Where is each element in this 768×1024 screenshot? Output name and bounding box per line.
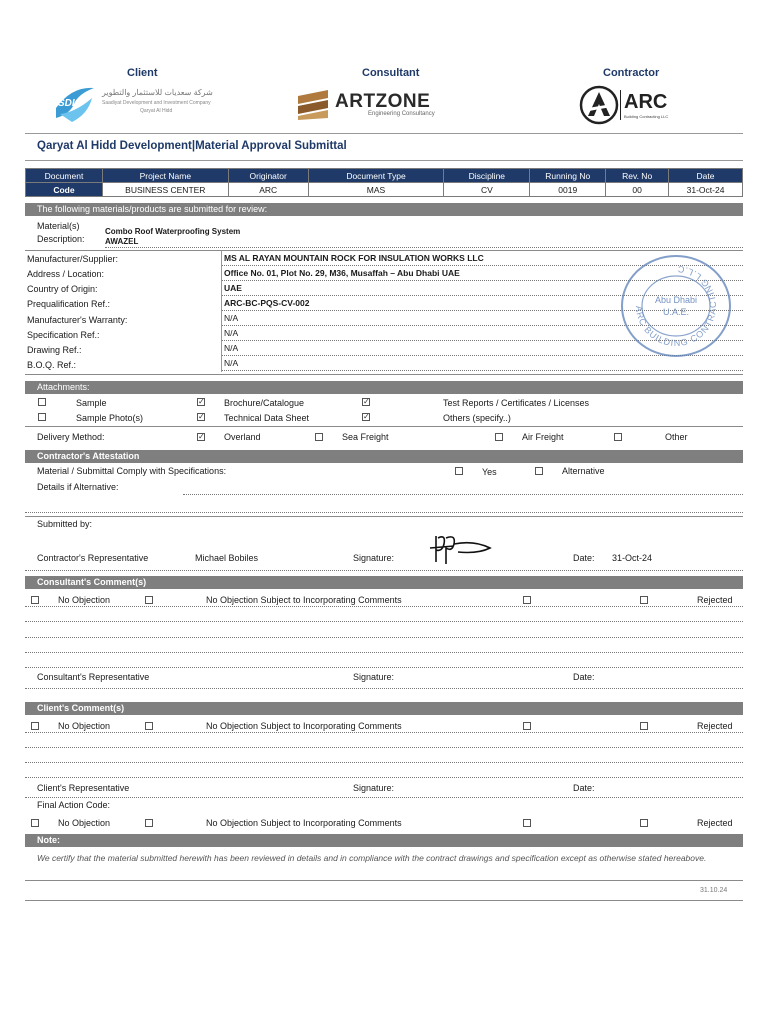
client-bar: Client's Comment(s): [25, 702, 743, 715]
signature-label: Signature:: [353, 553, 395, 563]
project-name-value: BUSINESS CENTER: [102, 183, 228, 197]
final-no-objection-subject-checkbox[interactable]: [145, 819, 153, 827]
boq-label: B.O.Q. Ref.:: [27, 360, 77, 370]
sdic-sub: Qaryat Al Hidd: [140, 108, 173, 114]
attachments-divider: [25, 426, 743, 427]
material-underline: [105, 247, 743, 248]
final-rejected-label: Rejected: [697, 818, 733, 828]
brochure-checkbox[interactable]: ✓: [198, 397, 205, 406]
sample-photo-label: Sample Photo(s): [76, 413, 144, 423]
specification-label: Specification Ref.:: [27, 330, 100, 340]
material-label-line2: Description:: [37, 234, 85, 244]
technical-data-checkbox[interactable]: ✓: [198, 412, 205, 421]
client-rejected-checkbox[interactable]: [640, 722, 648, 730]
client-no-objection-checkbox[interactable]: [31, 722, 39, 730]
overland-label: Overland: [224, 432, 261, 442]
final-no-objection-checkbox[interactable]: [31, 819, 39, 827]
client-date-label: Date:: [573, 783, 595, 793]
header-divider: [25, 133, 743, 134]
footer-divider: [25, 900, 743, 901]
country-label: Country of Origin:: [27, 284, 98, 294]
technical-data-label: Technical Data Sheet: [224, 413, 310, 423]
consultant-no-objection-checkbox[interactable]: [31, 596, 39, 604]
air-freight-label: Air Freight: [522, 432, 564, 442]
others-label: Others (specify..): [443, 413, 511, 423]
comment-line: [25, 747, 743, 748]
date-value: 31-Oct-24: [669, 183, 743, 197]
attachments-bar: Attachments:: [25, 381, 743, 394]
company-stamp: [620, 254, 732, 358]
material-label-line1: Material(s): [37, 221, 80, 231]
consultant-bottom-line: [25, 688, 743, 689]
arc-divider: [620, 90, 621, 120]
comment-line: [25, 652, 743, 653]
yes-label: Yes: [482, 467, 497, 477]
page-title: Qaryat Al Hidd Development|Material Approval Submittal: [37, 140, 347, 152]
header-cell: Document Type: [308, 169, 444, 183]
consultant-logo: [298, 88, 438, 122]
others-checkbox[interactable]: ✓: [363, 412, 370, 421]
comment-line: [25, 606, 743, 607]
stamp-outer-text: ARC BUILDING CONTRACTING L.L.C: [633, 263, 719, 349]
header-cell: Running No: [530, 169, 606, 183]
header-cell: Date: [669, 169, 743, 183]
address-value: Office No. 01, Plot No. 29, M36, Musaffah – Abu Dhabi UAE: [224, 268, 460, 278]
sdic-arabic-name: شركة سعديات للاستثمار والتطوير: [102, 88, 213, 97]
consultant-option-checkbox[interactable]: [523, 596, 531, 604]
header-cell: Project Name: [102, 169, 228, 183]
stamp-icon: [620, 254, 732, 358]
client-no-objection-subject-label: No Objection Subject to Incorporating Comments: [206, 721, 402, 731]
comment-line: [25, 732, 743, 733]
footer-code: 31.10.24: [700, 887, 728, 894]
other-checkbox[interactable]: [614, 433, 622, 441]
discipline-value: CV: [444, 183, 530, 197]
field-underline: [222, 370, 743, 371]
client-label: Client: [127, 67, 158, 79]
comment-line: [25, 777, 743, 778]
certification-note: We certify that the material submitted herewith has been reviewed in details and in compliance with the contract drawings and specification except as otherwise stated hereabove.: [37, 853, 707, 863]
delivery-label: Delivery Method:: [37, 432, 105, 442]
address-label: Address / Location:: [27, 269, 105, 279]
client-signature-label: Signature:: [353, 783, 395, 793]
client-no-objection-subject-checkbox[interactable]: [145, 722, 153, 730]
submitted-date-label: Date:: [573, 553, 595, 563]
code-label: Code: [26, 183, 103, 197]
yes-checkbox[interactable]: [455, 467, 463, 475]
header-cell: Rev. No: [606, 169, 669, 183]
submitted-date: 31-Oct-24: [612, 553, 653, 563]
consultant-label: Consultant: [362, 67, 420, 79]
review-bar: The following materials/products are submitted for review:: [25, 203, 743, 216]
prequalification-value: ARC-BC-PQS-CV-002: [224, 298, 310, 308]
stamp-city: Abu Dhabi: [654, 295, 698, 305]
client-logo: [52, 84, 222, 124]
document-code-table: [25, 168, 743, 197]
attestation-divider: [25, 516, 743, 517]
consultant-no-objection-subject-label: No Objection Subject to Incorporating Comments: [206, 595, 402, 605]
contractor-rep-name: Michael Bobiles: [195, 553, 259, 563]
brochure-label: Brochure/Catalogue: [224, 398, 305, 408]
comment-line: [25, 667, 743, 668]
arc-logo-icon: [578, 84, 620, 126]
test-reports-label: Test Reports / Certificates / Licenses: [443, 398, 590, 408]
manufacturer-label: Manufacturer/Supplier:: [27, 254, 119, 264]
contractor-label: Contractor: [603, 67, 660, 79]
rev-no-value: 00: [606, 183, 669, 197]
consultant-signature-label: Signature:: [353, 672, 395, 682]
alternative-label: Alternative: [562, 466, 605, 476]
warranty-label: Manufacturer's Warranty:: [27, 315, 128, 325]
final-no-objection-subject-label: No Objection Subject to Incorporating Comments: [206, 818, 402, 828]
artzone-sub: Engineering Consultancy: [368, 111, 435, 117]
prequalification-label: Prequalification Ref.:: [27, 299, 111, 309]
sample-checkbox[interactable]: [38, 398, 46, 406]
note-divider: [25, 880, 743, 881]
boq-value: N/A: [224, 358, 239, 368]
header-cell: Discipline: [444, 169, 530, 183]
manufacturer-value: MS AL RAYAN MOUNTAIN ROCK FOR INSULATION WORKS LLC: [224, 253, 484, 263]
consultant-date-label: Date:: [573, 672, 595, 682]
comment-line: [25, 637, 743, 638]
header-cell: Originator: [228, 169, 308, 183]
field-column-divider: [221, 251, 222, 372]
comply-label: Material / Submittal Comply with Specifications:: [37, 466, 227, 476]
consultant-rejected-label: Rejected: [697, 595, 733, 605]
contractor-logo: [578, 84, 688, 126]
signature-icon: [424, 530, 498, 566]
contractor-rep-label: Contractor's Representative: [37, 553, 149, 563]
originator-value: ARC: [228, 183, 308, 197]
note-bar: Note:: [25, 834, 743, 847]
consultant-no-objection-label: No Objection: [58, 595, 111, 605]
test-reports-checkbox[interactable]: ✓: [363, 397, 370, 406]
drawing-label: Drawing Ref.:: [27, 345, 82, 355]
sdic-mark: SDIC: [58, 98, 82, 109]
other-label: Other: [665, 432, 688, 442]
client-option-checkbox[interactable]: [523, 722, 531, 730]
consultant-no-objection-subject-checkbox[interactable]: [145, 596, 153, 604]
details-line: [25, 512, 743, 513]
submitted-label: Submitted by:: [37, 519, 93, 529]
drawing-value: N/A: [224, 343, 239, 353]
arc-name: ARC: [624, 91, 668, 113]
stamp-country: U.A.E.: [662, 307, 689, 317]
client-rep-label: Client's Representative: [37, 783, 130, 793]
details-label: Details if Alternative:: [37, 482, 119, 492]
client-rejected-label: Rejected: [697, 721, 733, 731]
material-line1: Combo Roof Waterproofing System: [105, 227, 241, 236]
final-action-label: Final Action Code:: [37, 800, 111, 810]
warranty-value: N/A: [224, 313, 239, 323]
comment-line: [25, 621, 743, 622]
client-bottom-line: [25, 797, 743, 798]
submitted-line: [25, 570, 743, 571]
overland-checkbox[interactable]: ✓: [198, 432, 205, 441]
material-divider: [25, 250, 743, 251]
consultant-rejected-checkbox[interactable]: [640, 596, 648, 604]
final-no-objection-label: No Objection: [58, 818, 111, 828]
air-freight-checkbox[interactable]: [495, 433, 503, 441]
client-no-objection-label: No Objection: [58, 721, 111, 731]
title-divider: [25, 160, 743, 161]
consultant-bar: Consultant's Comment(s): [25, 576, 743, 589]
specification-value: N/A: [224, 328, 239, 338]
sea-freight-checkbox[interactable]: [315, 433, 323, 441]
sample-label: Sample: [76, 398, 107, 408]
sdic-name: Saadiyat Development and Investment Company: [102, 100, 211, 106]
final-option-checkbox[interactable]: [523, 819, 531, 827]
country-value: UAE: [224, 283, 242, 293]
header-cell: Document: [26, 169, 103, 183]
consultant-rep-label: Consultant's Representative: [37, 672, 150, 682]
fields-bottom-divider: [25, 374, 743, 375]
final-rejected-checkbox[interactable]: [640, 819, 648, 827]
sea-freight-label: Sea Freight: [342, 432, 389, 442]
arc-sub: Building Contracting LLC: [624, 114, 669, 119]
sample-photo-checkbox[interactable]: [38, 413, 46, 421]
running-no-value: 0019: [530, 183, 606, 197]
comment-line: [25, 762, 743, 763]
material-line2: AWAZEL: [105, 237, 139, 246]
document-type-value: MAS: [308, 183, 444, 197]
details-line: [183, 494, 743, 495]
artzone-name: ARTZONE: [335, 91, 431, 112]
alternative-checkbox[interactable]: [535, 467, 543, 475]
artzone-logo-icon: [298, 90, 332, 120]
attestation-bar: Contractor's Attestation: [25, 450, 743, 463]
